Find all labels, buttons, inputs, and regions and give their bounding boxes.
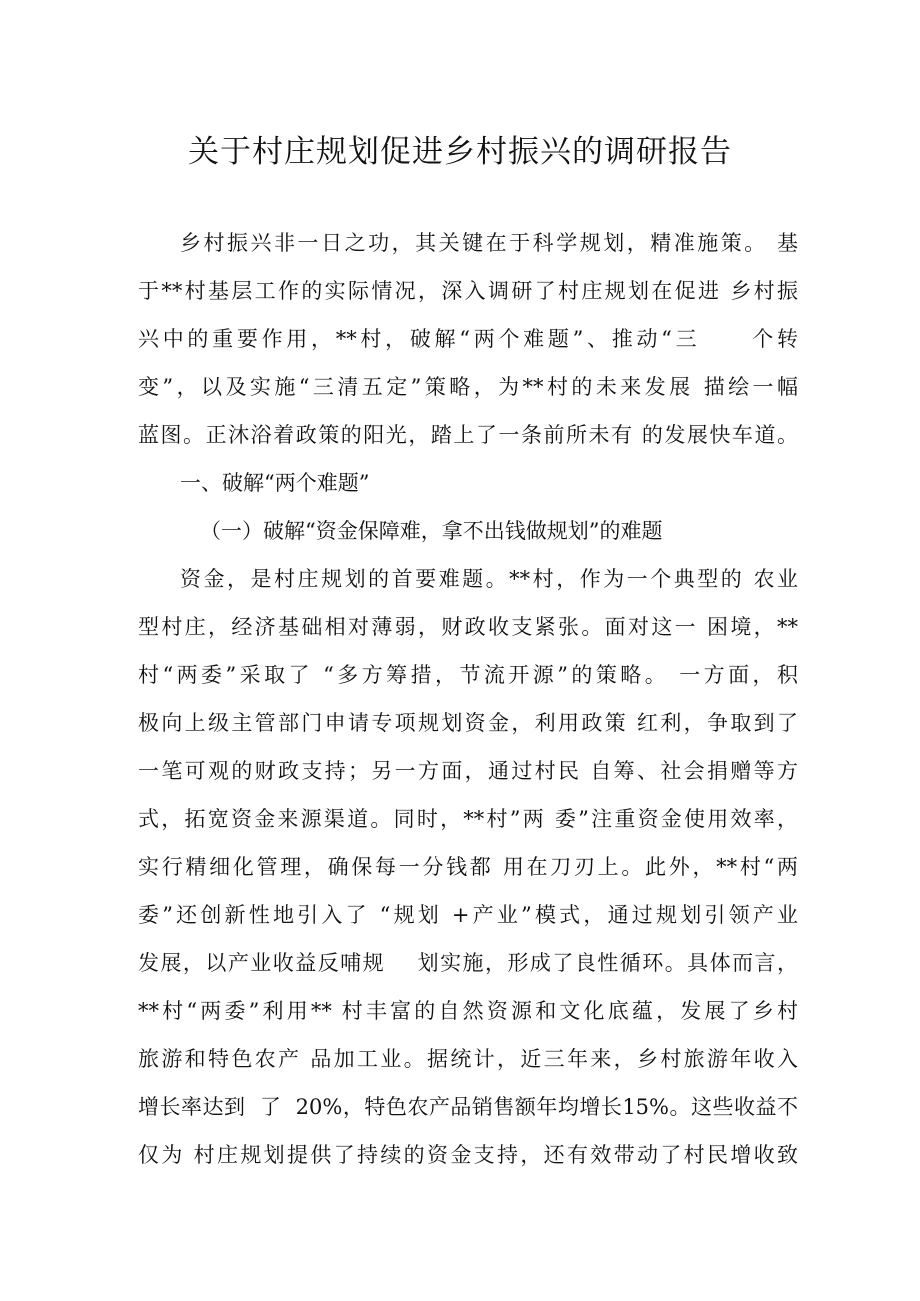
section-heading: 一、破解“两个难题” — [180, 471, 370, 495]
paragraph-line: 兴中的重要作用，**村，破解“两个难题”、推动“三 个转 — [138, 327, 798, 351]
paragraph-line: 旅游和特色农产 品加工业。据统计，近三年来，乡村旅游年收入 — [138, 1047, 798, 1071]
document-title: 关于村庄规划促进乡村振兴的调研报告 — [188, 134, 732, 170]
paragraph-line: 仅为 村庄规划提供了持续的资金支持，还有效带动了村民增收致 — [138, 1143, 798, 1167]
paragraph-line: 委”还创新性地引入了 “规划 +产业”模式，通过规划引领产业 — [138, 903, 798, 927]
paragraph-line: 发展，以产业收益反哺规 划实施，形成了良性循环。具体而言， — [138, 951, 798, 975]
paragraph-line: 乡村振兴非一日之功，其关键在于科学规划，精准施策。 基 — [180, 231, 798, 255]
paragraph-line: 于**村基层工作的实际情况，深入调研了村庄规划在促进 乡村振 — [138, 279, 798, 303]
paragraph-line: 型村庄，经济基础相对薄弱，财政收支紧张。面对这一 困境，** — [138, 615, 798, 639]
paragraph-line: 变”，以及实施“三清五定”策略，为**村的未来发展 描绘一幅 — [138, 375, 798, 399]
paragraph-line: 增长率达到 了 20%，特色农产品销售额年均增长15%。这些收益不 — [138, 1095, 798, 1119]
paragraph-line: 资金，是村庄规划的首要难题。**村，作为一个典型的 农业 — [180, 567, 798, 591]
paragraph-line: 村“两委”采取了 “多方筹措，节流开源”的策略。 一方面，积 — [138, 663, 798, 687]
paragraph-line: **村“两委”利用** 村丰富的自然资源和文化底蕴，发展了乡村 — [138, 999, 798, 1023]
subsection-heading: （一）破解“资金保障难，拿不出钱做规划”的难题 — [200, 519, 663, 543]
paragraph-line: 式，拓宽资金来源渠道。同时，**村”两 委”注重资金使用效率， — [138, 807, 798, 831]
paragraph-line: 蓝图。正沐浴着政策的阳光，踏上了一条前所未有 的发展快车道。 — [138, 423, 798, 447]
paragraph-line: 一笔可观的财政支持；另一方面，通过村民 自筹、社会捐赠等方 — [138, 759, 798, 783]
paragraph-line: 极向上级主管部门申请专项规划资金，利用政策 红利，争取到了 — [138, 711, 798, 735]
paragraph-line: 实行精细化管理，确保每一分钱都 用在刀刃上。此外，**村“两 — [138, 855, 798, 879]
